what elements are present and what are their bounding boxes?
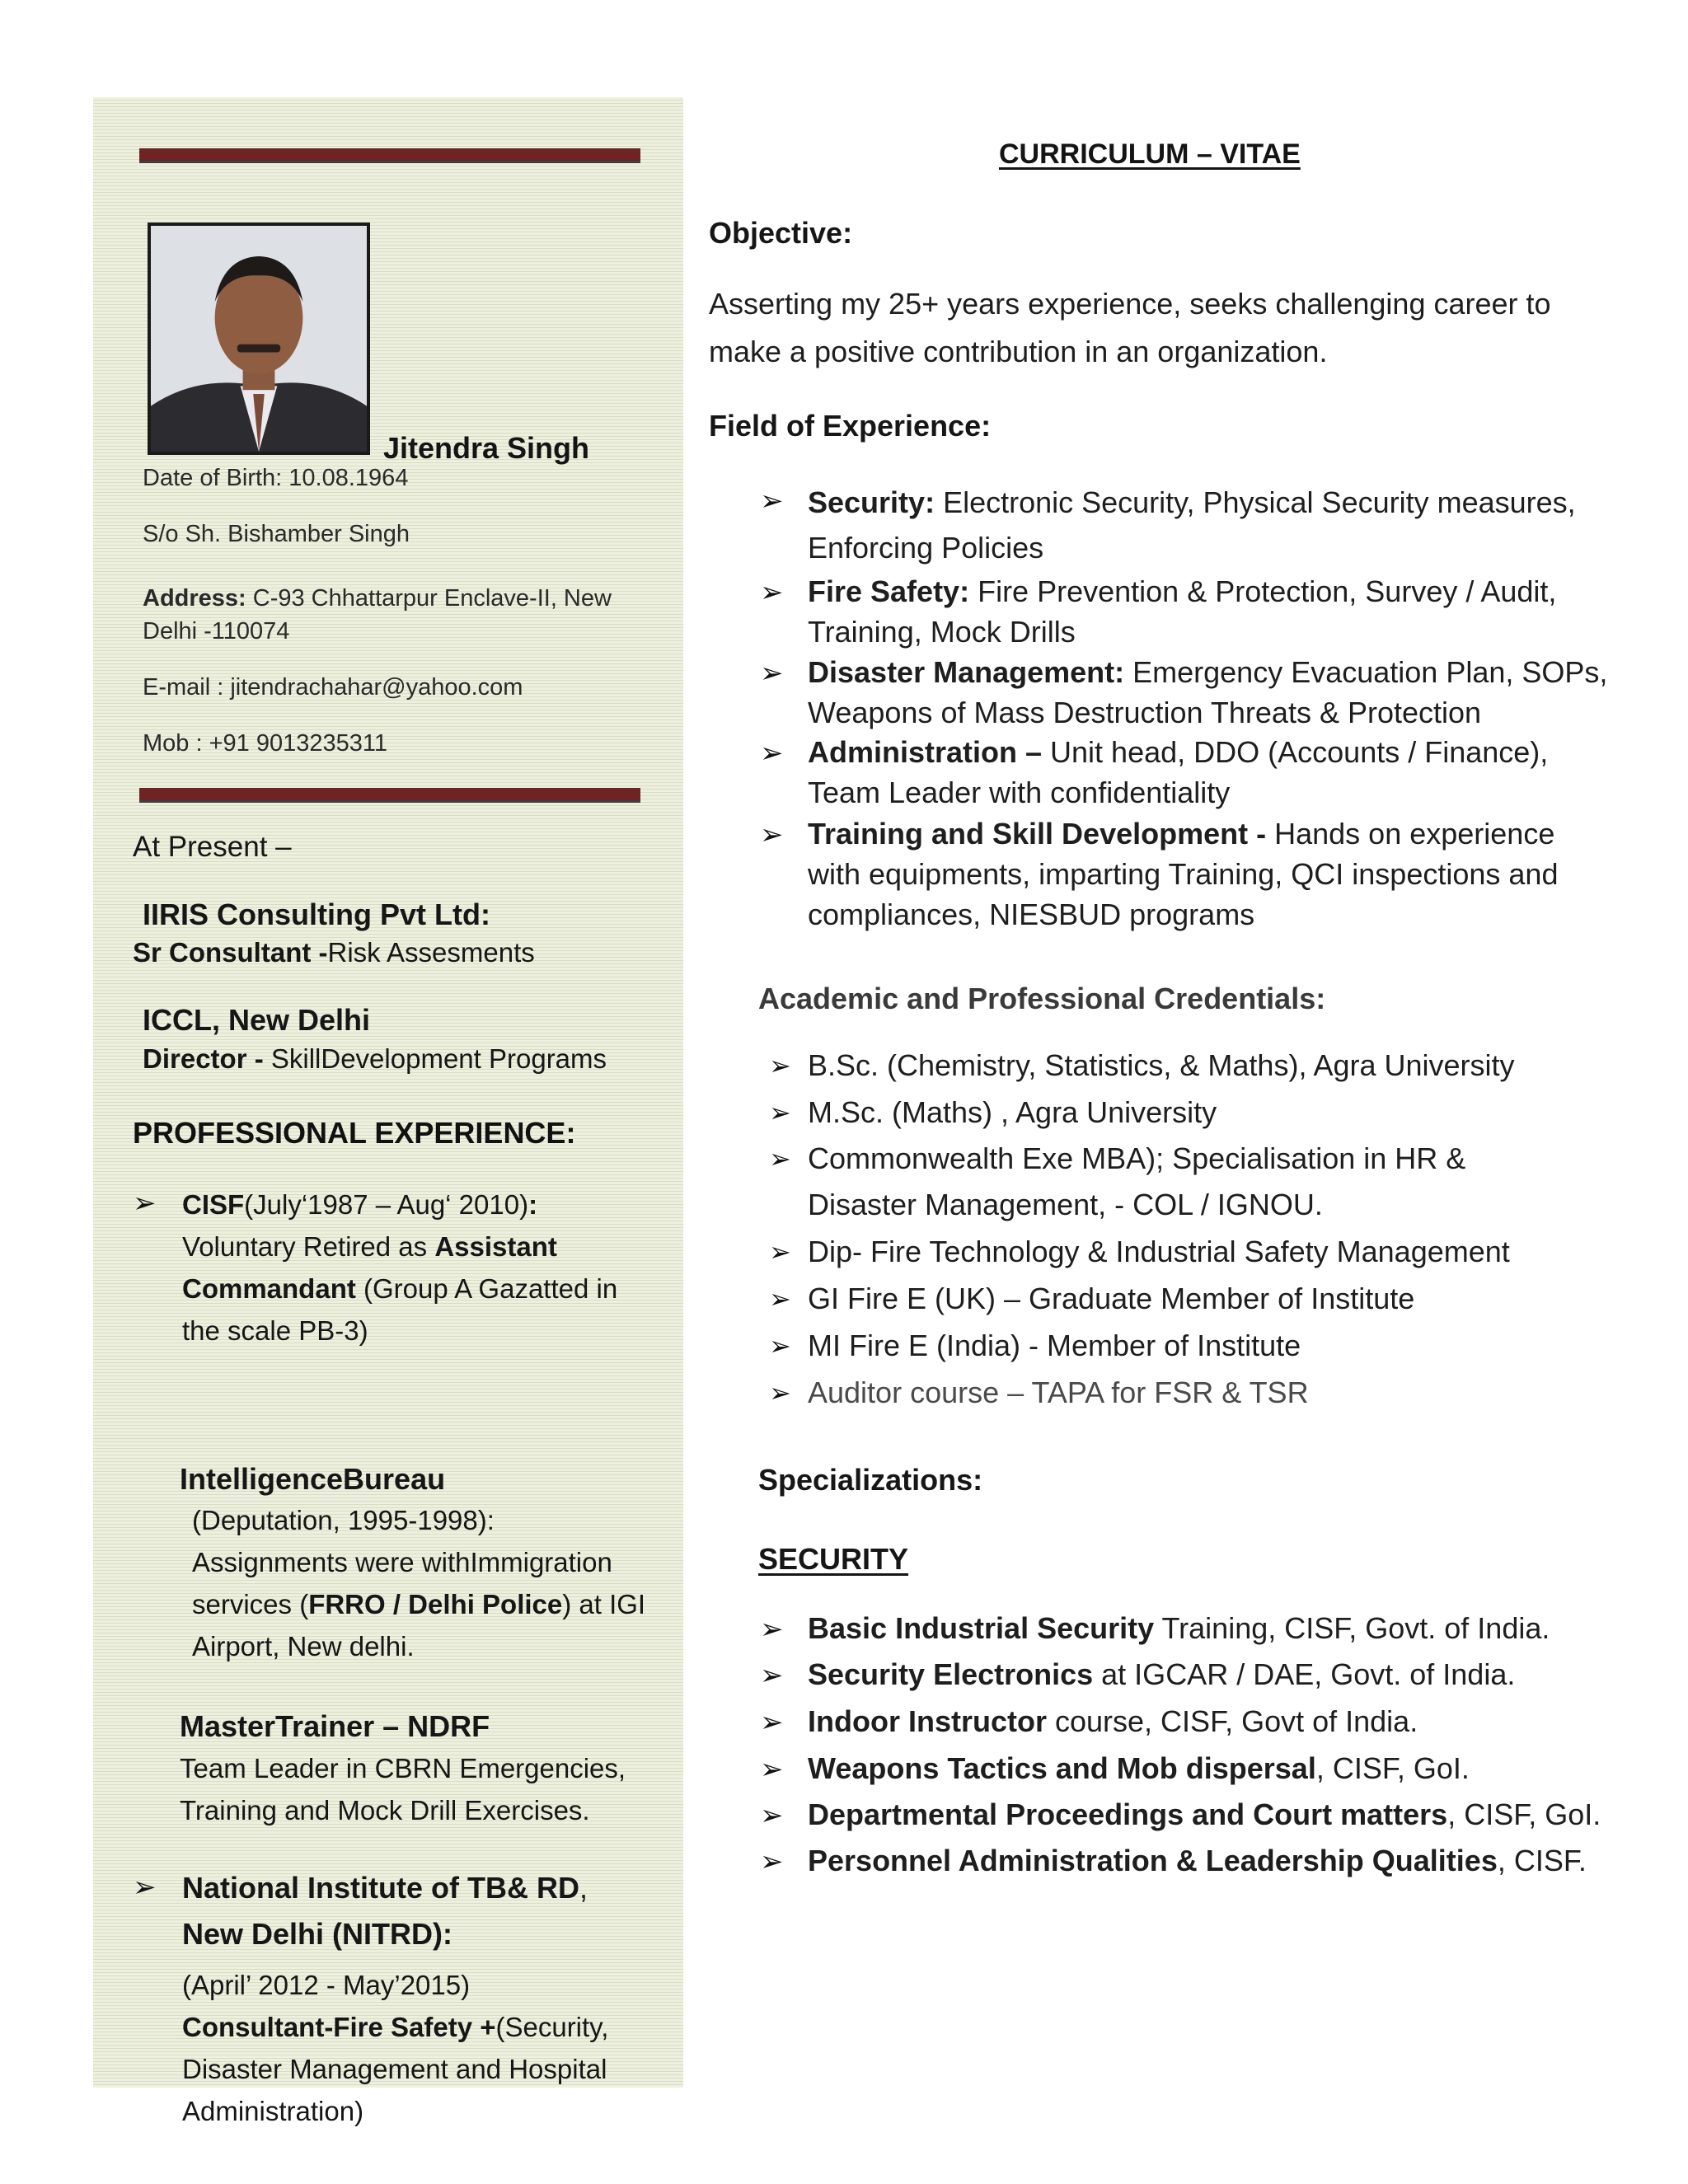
bullet-arrow-icon: ➢	[769, 1098, 791, 1127]
nitrd-line-5: Administration)	[182, 2096, 364, 2126]
cisf-line-3a: Commandant	[182, 1273, 356, 1304]
specialization-item	[808, 1840, 1665, 1881]
role-iiris-title: Sr Consultant -	[133, 937, 328, 968]
address-line-1: C-93 Chhattarpur Enclave-II, New	[252, 585, 612, 612]
role-iccl-desc: SkillDevelopment Programs	[263, 1043, 607, 1074]
bullet-arrow-icon: ➢	[760, 1707, 784, 1738]
address-line-2: Delhi -110074	[143, 618, 290, 644]
org-iccl: ICCL, New Delhi	[143, 1003, 371, 1037]
specialization-desc: , CISF, GoI.	[1315, 1751, 1470, 1785]
objective-line-2: make a positive contribution in an organization.	[709, 335, 1328, 368]
bullet-arrow-icon: ➢	[760, 819, 784, 851]
ib-line-2: Assignments were withImmigration	[192, 1547, 612, 1577]
parent-name: S/o Sh. Bishamber Singh	[143, 521, 410, 547]
field-item-label: Training and Skill Development -	[808, 817, 1267, 851]
role-iiris-desc: Risk Assesments	[327, 937, 535, 968]
field-item-label: Fire Safety:	[808, 574, 970, 608]
field-item-security	[808, 480, 1632, 570]
bullet-arrow-icon: ➢	[769, 1331, 791, 1361]
ib-line-3c: ) at IGI	[562, 1589, 646, 1619]
role-iiris	[133, 931, 535, 973]
email: E-mail : jitendrachahar@yahoo.com	[143, 674, 523, 701]
exp-nitrd	[182, 1964, 608, 2132]
specialization-item	[808, 1748, 1665, 1788]
field-item-label: Security:	[808, 485, 935, 519]
specialization-title: Indoor Instructor	[808, 1704, 1047, 1738]
ib-line-4: Airport, New delhi.	[192, 1631, 415, 1661]
bullet-arrow-icon: ➢	[760, 1660, 784, 1691]
field-item-text: Electronic Security, Physical Security measures,	[935, 485, 1576, 519]
field-item-administration	[808, 732, 1632, 813]
bullet-arrow-icon: ➢	[133, 1188, 157, 1219]
cisf-line-2a: Voluntary Retired as	[182, 1231, 435, 1262]
field-item-text: Emergency Evacuation Plan, SOPs,	[1124, 655, 1608, 689]
academic-item: M.Sc. (Maths) , Agra University	[808, 1095, 1217, 1129]
cisf-name: CISF	[182, 1189, 245, 1220]
field-item-text: Training, Mock Drills	[808, 615, 1076, 649]
nitrd-line-1b: ,	[579, 1871, 588, 1905]
specialization-desc: , CISF.	[1497, 1844, 1587, 1877]
academic-item: B.Sc. (Chemistry, Statistics, & Maths), Agra University	[808, 1048, 1515, 1082]
specialization-title: Personnel Administration & Leadership Qualities	[808, 1844, 1498, 1877]
cisf-period: (July‘1987 – Aug‘ 2010)	[244, 1189, 529, 1220]
field-item-text: with equipments, imparting Training, QCI inspections and	[808, 857, 1559, 891]
org-iiris: IIRIS Consulting Pvt Ltd:	[143, 898, 490, 931]
field-item-text: Hands on experience	[1266, 817, 1555, 851]
security-subheading: SECURITY	[758, 1542, 909, 1576]
cisf-colon: :	[528, 1189, 538, 1220]
cisf-line-3b: (Group A Gazatted in	[355, 1273, 618, 1304]
field-item-text: Unit head, DDO (Accounts / Finance),	[1042, 735, 1549, 769]
bullet-arrow-icon: ➢	[769, 1237, 791, 1267]
field-item-disaster	[808, 652, 1632, 733]
top-divider	[139, 148, 640, 163]
bullet-arrow-icon: ➢	[760, 485, 784, 517]
nitrd-period: (April’ 2012 - May’2015)	[182, 1970, 471, 2000]
specialization-desc: at IGCAR / DAE, Govt. of India.	[1093, 1657, 1516, 1691]
bullet-arrow-icon: ➢	[760, 658, 784, 689]
bullet-arrow-icon: ➢	[760, 738, 784, 769]
specialization-desc: Training, CISF, Govt. of India.	[1154, 1611, 1550, 1645]
exp-ib-name: IntelligenceBureau	[180, 1462, 446, 1496]
role-iccl	[143, 1038, 607, 1080]
academic-item: Dip- Fire Technology & Industrial Safety Management	[808, 1235, 1510, 1268]
field-item-label: Administration –	[808, 735, 1043, 769]
specialization-title: Basic Industrial Security	[808, 1611, 1155, 1645]
profile-photo	[148, 223, 370, 455]
cisf-line-4: the scale PB-3)	[182, 1315, 368, 1346]
specialization-desc: course, CISF, Govt of India.	[1047, 1704, 1418, 1738]
role-iccl-title: Director -	[143, 1043, 264, 1074]
address-label: Address:	[143, 585, 246, 612]
field-item-training	[808, 813, 1632, 935]
specialization-item	[808, 1794, 1665, 1835]
ib-line-1: (Deputation, 1995-1998):	[192, 1505, 495, 1535]
exp-cisf	[182, 1183, 617, 1352]
professional-experience-heading: PROFESSIONAL EXPERIENCE:	[133, 1116, 576, 1150]
exp-ib	[192, 1499, 645, 1667]
field-item-text: compliances, NIESBUD programs	[808, 898, 1255, 931]
bullet-arrow-icon: ➢	[760, 1754, 784, 1785]
objective-text	[709, 280, 1615, 376]
nitrd-role-desc: (Security,	[495, 2012, 609, 2042]
field-item-text: Weapons of Mass Destruction Threats & Protection	[808, 696, 1482, 729]
exp-ndrf-name: MasterTrainer – NDRF	[180, 1709, 490, 1743]
academic-item: GI Fire E (UK) – Graduate Member of Institute	[808, 1282, 1415, 1315]
objective-line-1: Asserting my 25+ years experience, seeks challenging career to	[709, 287, 1551, 321]
field-of-experience-heading: Field of Experience:	[709, 409, 992, 443]
ndrf-line-1: Team Leader in CBRN Emergencies,	[180, 1753, 626, 1783]
bullet-arrow-icon: ➢	[133, 1872, 157, 1903]
specialization-item	[808, 1654, 1665, 1694]
bullet-arrow-icon: ➢	[769, 1144, 791, 1174]
specialization-title: Departmental Proceedings and Court matters	[808, 1797, 1448, 1831]
document-title: CURRICULUM – VITAE	[999, 138, 1301, 170]
academic-item: Auditor course – TAPA for FSR & TSR	[808, 1376, 1309, 1409]
ndrf-line-2: Training and Mock Drill Exercises.	[180, 1795, 590, 1825]
specializations-heading: Specializations:	[758, 1463, 983, 1497]
address	[143, 582, 637, 648]
exp-ndrf	[180, 1747, 626, 1831]
ib-line-3a: services (	[192, 1589, 309, 1619]
objective-heading: Objective:	[709, 216, 853, 250]
middle-divider	[139, 788, 640, 803]
at-present-heading: At Present –	[133, 831, 292, 863]
specialization-item	[808, 1701, 1665, 1741]
nitrd-line-1a: National Institute of TB& RD	[182, 1871, 579, 1905]
bullet-arrow-icon: ➢	[760, 1846, 784, 1877]
field-item-label: Disaster Management:	[808, 655, 1125, 689]
cisf-line-2b: Assistant	[434, 1231, 557, 1262]
field-item-text: Fire Prevention & Protection, Survey / Audit,	[969, 574, 1557, 608]
field-item-text: Team Leader with confidentiality	[808, 776, 1231, 809]
field-item-text: Enforcing Policies	[808, 531, 1044, 565]
specialization-desc: , CISF, GoI.	[1447, 1797, 1601, 1831]
bullet-arrow-icon: ➢	[760, 1800, 784, 1831]
academic-item-continued: Disaster Management, - COL / IGNOU.	[808, 1188, 1323, 1221]
nitrd-line-4: Disaster Management and Hospital	[182, 2054, 607, 2084]
bullet-arrow-icon: ➢	[769, 1284, 791, 1314]
specialization-item	[808, 1608, 1665, 1648]
field-item-fire-safety	[808, 571, 1632, 652]
nitrd-line-2: New Delhi (NITRD):	[182, 1917, 452, 1951]
academic-item: Commonwealth Exe MBA); Specialisation in HR &	[808, 1141, 1466, 1175]
exp-nitrd-name	[182, 1865, 588, 1957]
nitrd-role: Consultant-Fire Safety +	[182, 2012, 496, 2042]
bullet-arrow-icon: ➢	[769, 1378, 791, 1408]
bullet-arrow-icon: ➢	[760, 577, 784, 608]
mobile: Mob : +91 9013235311	[143, 730, 387, 757]
academic-item: MI Fire E (India) - Member of Institute	[808, 1329, 1301, 1362]
ib-line-3b: FRRO / Delhi Police	[308, 1589, 563, 1619]
specialization-title: Weapons Tactics and Mob dispersal	[808, 1751, 1316, 1785]
date-of-birth: Date of Birth: 10.08.1964	[143, 465, 409, 491]
bullet-arrow-icon: ➢	[760, 1614, 784, 1645]
academic-heading: Academic and Professional Credentials:	[758, 982, 1326, 1015]
candidate-name: Jitendra Singh	[383, 431, 590, 465]
sidebar	[93, 97, 683, 2126]
bullet-arrow-icon: ➢	[769, 1051, 791, 1080]
specialization-title: Security Electronics	[808, 1657, 1094, 1691]
